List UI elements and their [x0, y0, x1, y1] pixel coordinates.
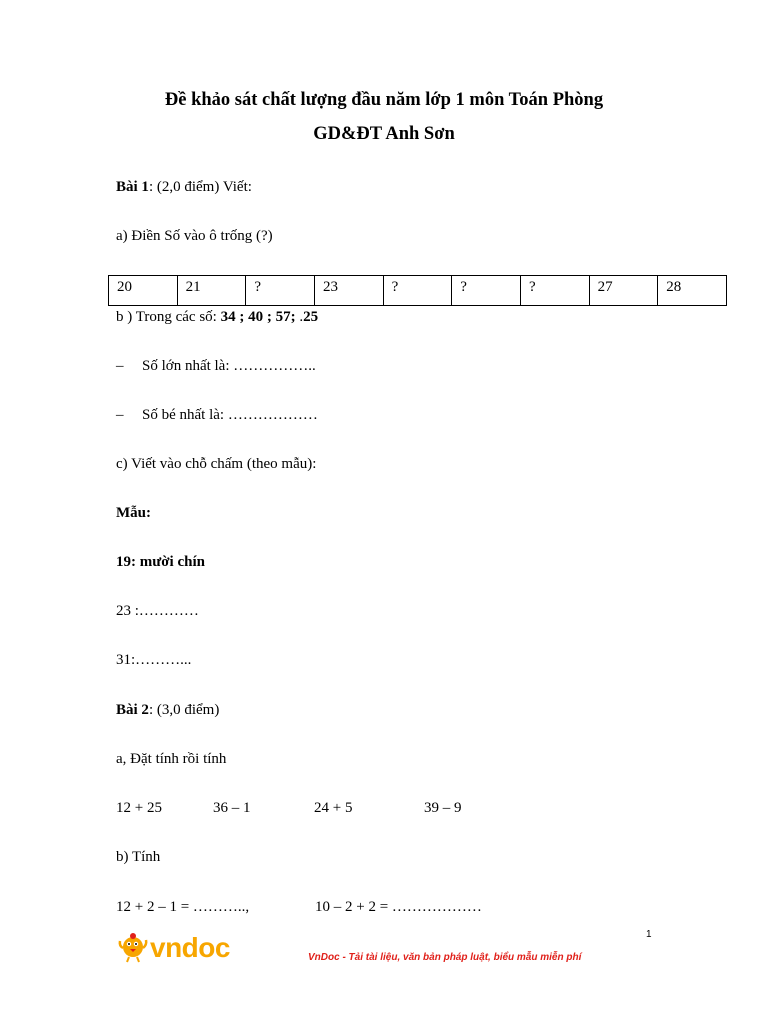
exercise-31: 31:………...	[116, 652, 192, 668]
part-b-last-number: 25	[303, 309, 319, 325]
bai2-label: Bài 2	[116, 702, 149, 718]
part-b-dot: .	[295, 309, 304, 325]
sequence-cell: ?	[383, 276, 452, 306]
expression-2: 10 – 2 + 2 = ………………	[315, 899, 482, 915]
part-b-prefix: b ) Trong các số:	[116, 309, 221, 325]
bai1-part-b	[116, 308, 318, 326]
chick-mascot-icon	[120, 933, 146, 962]
calc-item: 12 + 25	[116, 800, 162, 816]
smallest-number-line	[116, 406, 318, 424]
logo-wordmark: vndoc	[150, 932, 230, 963]
largest-number-text: Số lớn nhất là: ……………..	[142, 358, 316, 374]
bai1-part-c: c) Viết vào chỗ chấm (theo mẫu):	[116, 456, 317, 472]
bai2-heading	[116, 701, 219, 719]
doc-title-line-2: GD&ĐT Anh Sơn	[313, 124, 455, 144]
dash-bullet: –	[116, 407, 124, 423]
dash-bullet: –	[116, 358, 124, 374]
largest-number-line	[116, 357, 316, 375]
bai1-label: Bài 1	[116, 179, 149, 195]
smallest-number-text: Số bé nhất là: ………………	[142, 407, 318, 423]
part-b-numbers: 34 ; 40 ; 57;	[220, 309, 296, 325]
footer-tagline: VnDoc - Tải tài liệu, văn bản pháp luật, biểu mẫu miễn phí	[308, 952, 582, 963]
vndoc-logo	[117, 926, 259, 966]
bai2-part-a: a, Đặt tính rồi tính	[116, 751, 227, 767]
bai1-points: : (2,0 điểm) Viết:	[148, 179, 252, 195]
calc-item: 24 + 5	[314, 800, 353, 816]
sample-example: 19: mười chín	[116, 554, 205, 570]
calc-item: 39 – 9	[424, 800, 462, 816]
exercise-23: 23 :…………	[116, 603, 199, 619]
bai2-part-b: b) Tính	[116, 849, 161, 865]
expression-1: 12 + 2 – 1 = ………..,	[116, 899, 250, 915]
sequence-cell: ?	[520, 276, 589, 306]
doc-title-line-1: Đề khảo sát chất lượng đầu năm lớp 1 môn Toán Phòng	[164, 90, 604, 110]
sequence-cell: 21	[177, 276, 246, 306]
sequence-cell: 27	[589, 276, 658, 306]
bai1-part-a: a) Điền Số vào ô trống (?)	[116, 228, 273, 244]
sample-label: Mẫu:	[116, 505, 151, 521]
sequence-cell: ?	[246, 276, 315, 306]
calc-item: 36 – 1	[213, 800, 251, 816]
number-sequence-table	[108, 275, 727, 306]
sequence-cell: 28	[658, 276, 727, 306]
sequence-cell: ?	[452, 276, 521, 306]
bai1-heading	[116, 178, 252, 196]
sequence-cell: 20	[109, 276, 178, 306]
bai2-points: : (3,0 điểm)	[148, 702, 220, 718]
sequence-cell: 23	[314, 276, 383, 306]
page-number: 1	[646, 929, 652, 940]
